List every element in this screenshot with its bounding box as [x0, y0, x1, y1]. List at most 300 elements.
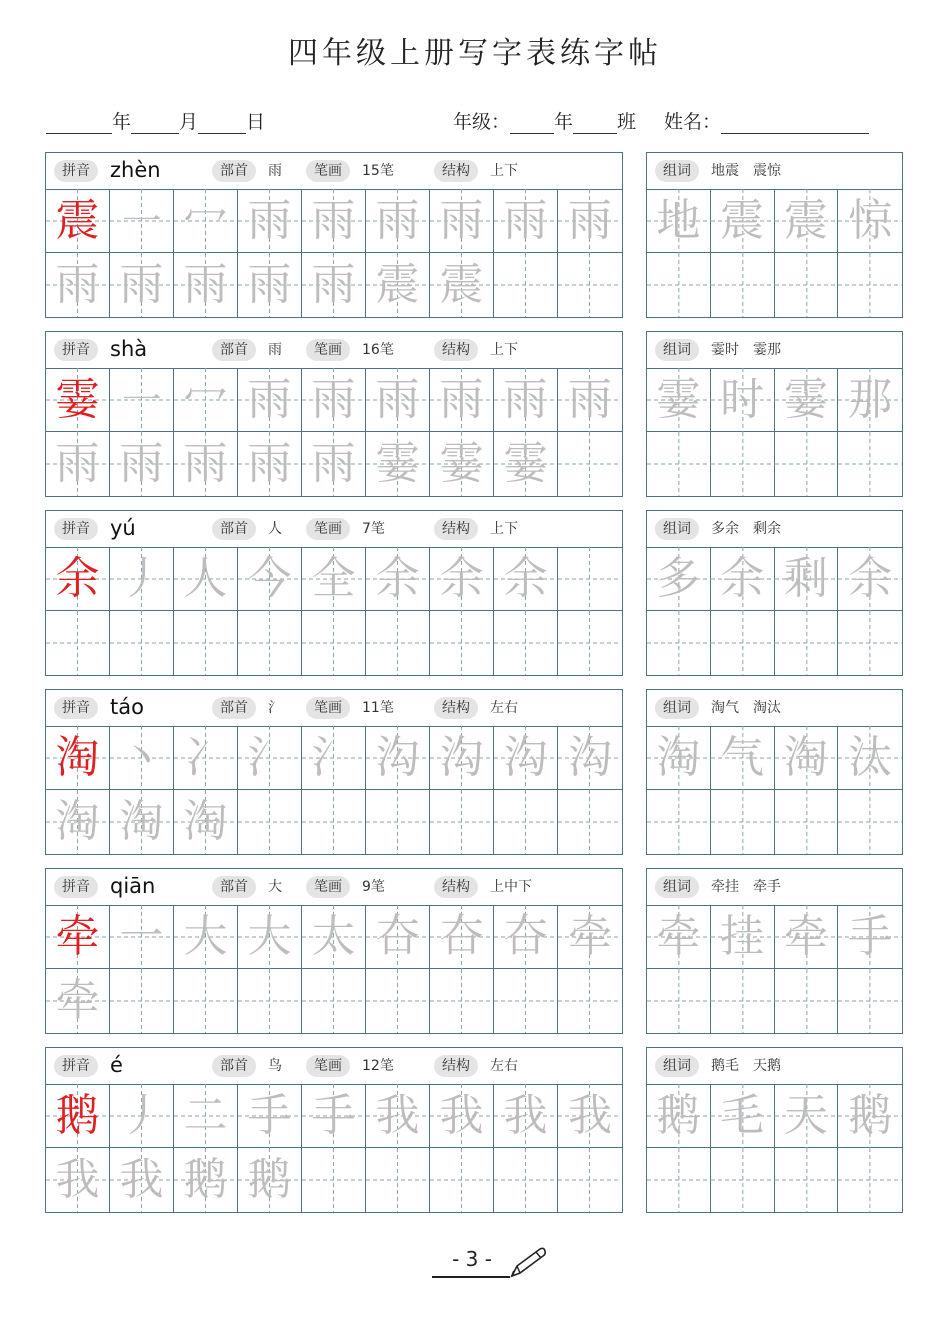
pinyin-label: 拼音 — [54, 876, 98, 898]
pinyin-label: 拼音 — [54, 339, 98, 361]
practice-cell[interactable] — [238, 1084, 302, 1148]
practice-cell[interactable] — [430, 189, 494, 253]
stroke-trace-character: 余 — [375, 553, 420, 604]
practice-cell[interactable] — [110, 189, 174, 253]
practice-cell[interactable] — [174, 611, 238, 675]
practice-cell[interactable] — [302, 253, 366, 317]
stroke-trace-character: 冖 — [183, 195, 228, 246]
stroke-trace-character: 丿 — [119, 1090, 164, 1141]
word-practice-cell[interactable] — [647, 1148, 711, 1212]
page-number: - 3 - — [452, 1247, 492, 1271]
practice-cell[interactable] — [46, 1148, 110, 1212]
practice-cell[interactable] — [430, 432, 494, 496]
stroke-trace-character: 大 — [183, 911, 228, 962]
word-trace-character: 牵 — [783, 911, 828, 962]
practice-cell[interactable] — [110, 905, 174, 969]
pinyin-label: 拼音 — [54, 1055, 98, 1077]
practice-cell[interactable] — [174, 905, 238, 969]
pinyin-value: táo — [110, 695, 144, 719]
stroke-trace-character: 一 — [119, 911, 164, 962]
practice-cell[interactable] — [302, 547, 366, 611]
stroke-trace-character: 我 — [119, 1154, 164, 1205]
practice-cell[interactable] — [430, 368, 494, 432]
words-strip — [647, 869, 902, 906]
word-practice-cell[interactable] — [647, 726, 711, 790]
stroke-trace-character: 我 — [568, 1090, 612, 1141]
practice-cell[interactable] — [110, 547, 174, 611]
word-practice-cell[interactable] — [711, 189, 775, 253]
char-panel — [45, 510, 623, 676]
word-practice-cell[interactable] — [647, 969, 711, 1033]
words-label: 组词 — [655, 160, 699, 182]
words-value: 多余 剩余 — [711, 521, 781, 537]
practice-cell[interactable] — [558, 969, 622, 1033]
word-practice-cell[interactable] — [647, 189, 711, 253]
strokes-value: 11笔 — [362, 700, 394, 716]
stroke-trace-character: 我 — [503, 1090, 548, 1141]
structure-label: 结构 — [434, 339, 478, 361]
word-practice-cell[interactable] — [838, 790, 902, 854]
stroke-trace-character: 冖 — [183, 374, 228, 425]
stroke-trace-character: 淘 — [119, 796, 164, 847]
stroke-trace-character: 我 — [439, 1090, 484, 1141]
stroke-trace-character: 淘 — [55, 796, 100, 847]
word-trace-character: 惊 — [848, 195, 893, 246]
char-panel — [45, 331, 623, 497]
word-practice-cell[interactable] — [838, 969, 902, 1033]
word-practice-cell[interactable] — [647, 253, 711, 317]
word-trace-character: 气 — [720, 732, 765, 783]
stroke-trace-character: 雨 — [439, 195, 484, 246]
stroke-trace-character: 雨 — [439, 374, 484, 425]
word-practice-cell[interactable] — [711, 1084, 775, 1148]
practice-cell[interactable] — [430, 1084, 494, 1148]
day-blank[interactable] — [198, 113, 246, 134]
day-label: 日 — [246, 111, 266, 133]
practice-cell[interactable] — [110, 432, 174, 496]
practice-cell[interactable] — [366, 611, 430, 675]
stroke-trace-character: 我 — [375, 1090, 420, 1141]
word-practice-cell[interactable] — [711, 905, 775, 969]
practice-cell[interactable] — [238, 611, 302, 675]
practice-cell[interactable] — [494, 611, 558, 675]
strokes-label: 笔画 — [306, 1055, 350, 1077]
practice-cell[interactable] — [558, 189, 622, 253]
practice-cell[interactable] — [302, 726, 366, 790]
practice-cell[interactable] — [174, 432, 238, 496]
practice-cell[interactable] — [110, 969, 174, 1033]
words-value: 地震 震惊 — [711, 163, 781, 179]
stroke-trace-character: 雨 — [119, 438, 164, 489]
year-label: 年 — [112, 111, 132, 133]
word-practice-cell[interactable] — [711, 253, 775, 317]
word-practice-cell[interactable] — [775, 905, 839, 969]
stroke-trace-character: 余 — [503, 553, 548, 604]
practice-cell[interactable] — [46, 189, 110, 253]
practice-cell[interactable] — [558, 905, 622, 969]
practice-cell[interactable] — [238, 969, 302, 1033]
practice-cell[interactable] — [430, 905, 494, 969]
word-practice-cell[interactable] — [838, 253, 902, 317]
pinyin-value: zhèn — [110, 158, 161, 182]
stroke-trace-character: 雨 — [119, 259, 164, 310]
practice-cell[interactable] — [494, 432, 558, 496]
practice-cell[interactable] — [366, 253, 430, 317]
words-panel — [646, 689, 903, 855]
grade-label: 年级： — [453, 111, 511, 133]
practice-cell[interactable] — [302, 905, 366, 969]
practice-cell[interactable] — [174, 726, 238, 790]
practice-cell[interactable] — [46, 726, 110, 790]
practice-cell[interactable] — [238, 432, 302, 496]
word-trace-character: 余 — [848, 553, 893, 604]
practice-cell[interactable] — [174, 547, 238, 611]
practice-cell[interactable] — [46, 253, 110, 317]
practice-cell[interactable] — [302, 790, 366, 854]
info-strip — [46, 690, 622, 727]
word-practice-cell[interactable] — [838, 611, 902, 675]
name-blank[interactable] — [721, 113, 869, 134]
word-practice-cell[interactable] — [711, 547, 775, 611]
word-practice-cell[interactable] — [711, 611, 775, 675]
practice-cell[interactable] — [174, 368, 238, 432]
practice-cell[interactable] — [174, 189, 238, 253]
word-trace-character: 手 — [848, 911, 893, 962]
word-practice-cell[interactable] — [647, 611, 711, 675]
practice-cell[interactable] — [46, 905, 110, 969]
practice-cell[interactable] — [494, 1148, 558, 1212]
stroke-trace-character: 雨 — [247, 195, 292, 246]
word-practice-cell[interactable] — [647, 905, 711, 969]
stroke-trace-character: 氵 — [311, 732, 356, 783]
practice-cell[interactable] — [558, 368, 622, 432]
info-strip — [46, 332, 622, 369]
words-strip — [647, 1048, 902, 1085]
main-character: 鹅 — [55, 1090, 100, 1141]
stroke-trace-character: 太 — [311, 911, 356, 962]
stroke-trace-character: 人 — [183, 553, 228, 604]
word-practice-cell[interactable] — [775, 790, 839, 854]
practice-cell[interactable] — [366, 1084, 430, 1148]
strokes-value: 12笔 — [362, 1058, 394, 1074]
practice-cell[interactable] — [366, 969, 430, 1033]
main-character: 震 — [55, 195, 100, 246]
strokes-value: 16笔 — [362, 342, 394, 358]
stroke-trace-character: 丶 — [119, 732, 164, 783]
words-label: 组词 — [655, 339, 699, 361]
word-practice-cell[interactable] — [838, 1148, 902, 1212]
word-practice-cell[interactable] — [775, 432, 839, 496]
word-practice-cell[interactable] — [838, 189, 902, 253]
practice-cell[interactable] — [302, 969, 366, 1033]
word-trace-character: 时 — [720, 374, 765, 425]
practice-cell[interactable] — [110, 790, 174, 854]
practice-cell[interactable] — [110, 726, 174, 790]
month-blank[interactable] — [131, 113, 179, 134]
practice-cell[interactable] — [238, 790, 302, 854]
practice-cell[interactable] — [366, 368, 430, 432]
practice-cell[interactable] — [558, 432, 622, 496]
strokes-label: 笔画 — [306, 697, 350, 719]
words-value: 霎时 霎那 — [711, 342, 781, 358]
stroke-trace-character: 雨 — [311, 195, 356, 246]
structure-value: 上下 — [490, 163, 518, 179]
stroke-trace-character: 冫 — [183, 732, 228, 783]
stroke-trace-character: 雨 — [55, 259, 100, 310]
practice-cell[interactable] — [174, 969, 238, 1033]
structure-label: 结构 — [434, 518, 478, 540]
practice-cell[interactable] — [558, 1084, 622, 1148]
stroke-trace-character: 雨 — [311, 438, 356, 489]
radical-value: 雨 — [268, 342, 282, 358]
practice-cell[interactable] — [238, 726, 302, 790]
stroke-trace-character: 夻 — [375, 911, 420, 962]
word-practice-cell[interactable] — [647, 1084, 711, 1148]
structure-label: 结构 — [434, 160, 478, 182]
practice-cell[interactable] — [494, 905, 558, 969]
practice-cell[interactable] — [46, 1084, 110, 1148]
practice-cell[interactable] — [558, 1148, 622, 1212]
structure-label: 结构 — [434, 1055, 478, 1077]
stroke-trace-character: 雨 — [247, 374, 292, 425]
practice-cell[interactable] — [238, 253, 302, 317]
practice-cell[interactable] — [430, 969, 494, 1033]
word-practice-cell[interactable] — [711, 726, 775, 790]
word-practice-cell[interactable] — [775, 368, 839, 432]
stroke-trace-character: 雨 — [503, 374, 548, 425]
practice-cell[interactable] — [302, 1148, 366, 1212]
stroke-trace-character: 鹅 — [183, 1154, 228, 1205]
word-trace-character: 多 — [656, 553, 701, 604]
practice-cell[interactable] — [46, 611, 110, 675]
practice-cell[interactable] — [430, 611, 494, 675]
stroke-trace-character: 雨 — [183, 259, 228, 310]
stroke-trace-character: 鹅 — [247, 1154, 292, 1205]
words-label: 组词 — [655, 697, 699, 719]
words-value: 牵挂 牵手 — [711, 879, 781, 895]
words-label: 组词 — [655, 518, 699, 540]
practice-cell[interactable] — [366, 726, 430, 790]
word-practice-cell[interactable] — [838, 1084, 902, 1148]
word-practice-cell[interactable] — [647, 547, 711, 611]
word-practice-cell[interactable] — [711, 790, 775, 854]
stroke-trace-character: 霎 — [503, 438, 548, 489]
stroke-trace-character: 余 — [439, 553, 484, 604]
word-practice-cell[interactable] — [775, 726, 839, 790]
pen-icon — [508, 1246, 548, 1280]
word-practice-cell[interactable] — [711, 1148, 775, 1212]
words-label: 组词 — [655, 1055, 699, 1077]
grade-blank[interactable] — [510, 113, 554, 134]
radical-value: 鸟 — [268, 1058, 282, 1074]
strokes-label: 笔画 — [306, 876, 350, 898]
word-practice-cell[interactable] — [775, 189, 839, 253]
info-strip — [46, 153, 622, 190]
practice-cell[interactable] — [302, 368, 366, 432]
word-trace-character: 地 — [656, 195, 701, 246]
practice-cell[interactable] — [558, 790, 622, 854]
stroke-trace-character: 沟 — [375, 732, 420, 783]
practice-cell[interactable] — [430, 547, 494, 611]
info-strip — [46, 511, 622, 548]
practice-cell[interactable] — [238, 905, 302, 969]
stroke-trace-character: 夻 — [439, 911, 484, 962]
words-panel — [646, 868, 903, 1034]
word-practice-cell[interactable] — [775, 969, 839, 1033]
practice-cell[interactable] — [366, 790, 430, 854]
practice-cell[interactable] — [558, 547, 622, 611]
word-practice-cell[interactable] — [775, 253, 839, 317]
word-practice-cell[interactable] — [647, 790, 711, 854]
word-practice-cell[interactable] — [647, 368, 711, 432]
practice-cell[interactable] — [110, 368, 174, 432]
strokes-value: 9笔 — [362, 879, 385, 895]
word-trace-character: 震 — [720, 195, 765, 246]
practice-cell[interactable] — [174, 253, 238, 317]
practice-cell[interactable] — [302, 611, 366, 675]
radical-label: 部首 — [212, 160, 256, 182]
pinyin-value: shà — [110, 337, 148, 361]
words-label: 组词 — [655, 876, 699, 898]
practice-cell[interactable] — [494, 790, 558, 854]
practice-cell[interactable] — [110, 1084, 174, 1148]
practice-cell[interactable] — [366, 905, 430, 969]
practice-cell[interactable] — [174, 1148, 238, 1212]
practice-cell[interactable] — [110, 611, 174, 675]
stroke-trace-character: 霎 — [439, 438, 484, 489]
practice-cell[interactable] — [46, 368, 110, 432]
main-character: 牵 — [55, 911, 100, 962]
practice-cell[interactable] — [430, 1148, 494, 1212]
stroke-trace-character: 雨 — [503, 195, 548, 246]
radical-label: 部首 — [212, 339, 256, 361]
stroke-trace-character: 牵 — [55, 975, 100, 1026]
practice-cell[interactable] — [366, 189, 430, 253]
char-panel — [45, 152, 623, 318]
structure-value: 左右 — [490, 1058, 518, 1074]
practice-cell[interactable] — [174, 1084, 238, 1148]
practice-cell[interactable] — [46, 432, 110, 496]
class-blank[interactable] — [573, 113, 617, 134]
radical-label: 部首 — [212, 518, 256, 540]
practice-cell[interactable] — [238, 1148, 302, 1212]
char-panel — [45, 868, 623, 1034]
stroke-trace-character: 震 — [439, 259, 484, 310]
word-trace-character: 挂 — [720, 911, 765, 962]
word-trace-character: 淘 — [783, 732, 828, 783]
word-practice-cell[interactable] — [838, 905, 902, 969]
words-value: 鹅毛 天鹅 — [711, 1058, 781, 1074]
word-practice-cell[interactable] — [838, 432, 902, 496]
radical-label: 部首 — [212, 876, 256, 898]
page-number-underline — [432, 1276, 510, 1278]
main-character: 淘 — [55, 732, 100, 783]
word-practice-cell[interactable] — [711, 969, 775, 1033]
practice-cell[interactable] — [110, 253, 174, 317]
radical-value: 雨 — [268, 163, 282, 179]
word-practice-cell[interactable] — [838, 368, 902, 432]
stroke-trace-character: 雨 — [55, 438, 100, 489]
info-strip — [46, 1048, 622, 1085]
word-trace-character: 鹅 — [848, 1090, 893, 1141]
practice-cell[interactable] — [494, 189, 558, 253]
word-trace-character: 余 — [720, 553, 765, 604]
words-strip — [647, 690, 902, 727]
practice-cell[interactable] — [494, 726, 558, 790]
practice-cell[interactable] — [494, 969, 558, 1033]
word-trace-character: 毛 — [720, 1090, 765, 1141]
stroke-trace-character: 全 — [311, 553, 356, 604]
pinyin-label: 拼音 — [54, 160, 98, 182]
practice-cell[interactable] — [430, 253, 494, 317]
practice-cell[interactable] — [110, 1148, 174, 1212]
stroke-trace-character: 震 — [375, 259, 420, 310]
word-practice-cell[interactable] — [711, 432, 775, 496]
pinyin-label: 拼音 — [54, 518, 98, 540]
char-panel — [45, 689, 623, 855]
stroke-trace-character: 大 — [247, 911, 292, 962]
stroke-trace-character: 雨 — [375, 374, 420, 425]
words-panel — [646, 331, 903, 497]
practice-cell[interactable] — [558, 726, 622, 790]
stroke-trace-character: 沟 — [568, 732, 612, 783]
word-practice-cell[interactable] — [838, 726, 902, 790]
practice-cell[interactable] — [494, 547, 558, 611]
word-practice-cell[interactable] — [775, 611, 839, 675]
practice-cell[interactable] — [430, 790, 494, 854]
practice-cell[interactable] — [46, 547, 110, 611]
words-panel — [646, 1047, 903, 1213]
word-practice-cell[interactable] — [775, 547, 839, 611]
word-practice-cell[interactable] — [775, 1084, 839, 1148]
word-trace-character: 震 — [783, 195, 828, 246]
char-panel — [45, 1047, 623, 1213]
class-label: 班 — [617, 111, 637, 133]
practice-cell[interactable] — [46, 790, 110, 854]
practice-cell[interactable] — [46, 969, 110, 1033]
practice-cell[interactable] — [494, 1084, 558, 1148]
word-trace-character: 鹅 — [656, 1090, 701, 1141]
main-character: 余 — [55, 553, 100, 604]
word-practice-cell[interactable] — [711, 368, 775, 432]
word-practice-cell[interactable] — [647, 432, 711, 496]
strokes-value: 7笔 — [362, 521, 385, 537]
practice-cell[interactable] — [238, 189, 302, 253]
practice-cell[interactable] — [302, 189, 366, 253]
header-student — [453, 107, 869, 134]
radical-label: 部首 — [212, 697, 256, 719]
practice-cell[interactable] — [238, 368, 302, 432]
practice-cell[interactable] — [366, 547, 430, 611]
practice-cell[interactable] — [366, 432, 430, 496]
stroke-trace-character: ㇐ — [119, 195, 164, 246]
practice-cell[interactable] — [558, 253, 622, 317]
word-practice-cell[interactable] — [775, 1148, 839, 1212]
year-blank[interactable] — [46, 113, 112, 134]
practice-cell[interactable] — [430, 726, 494, 790]
practice-cell[interactable] — [174, 790, 238, 854]
practice-cell[interactable] — [366, 1148, 430, 1212]
practice-cell[interactable] — [494, 253, 558, 317]
stroke-trace-character: 雨 — [183, 438, 228, 489]
word-practice-cell[interactable] — [838, 547, 902, 611]
practice-cell[interactable] — [494, 368, 558, 432]
practice-cell[interactable] — [302, 432, 366, 496]
name-label: 姓名： — [664, 111, 722, 133]
practice-cell[interactable] — [558, 611, 622, 675]
practice-cell[interactable] — [238, 547, 302, 611]
practice-cell[interactable] — [302, 1084, 366, 1148]
